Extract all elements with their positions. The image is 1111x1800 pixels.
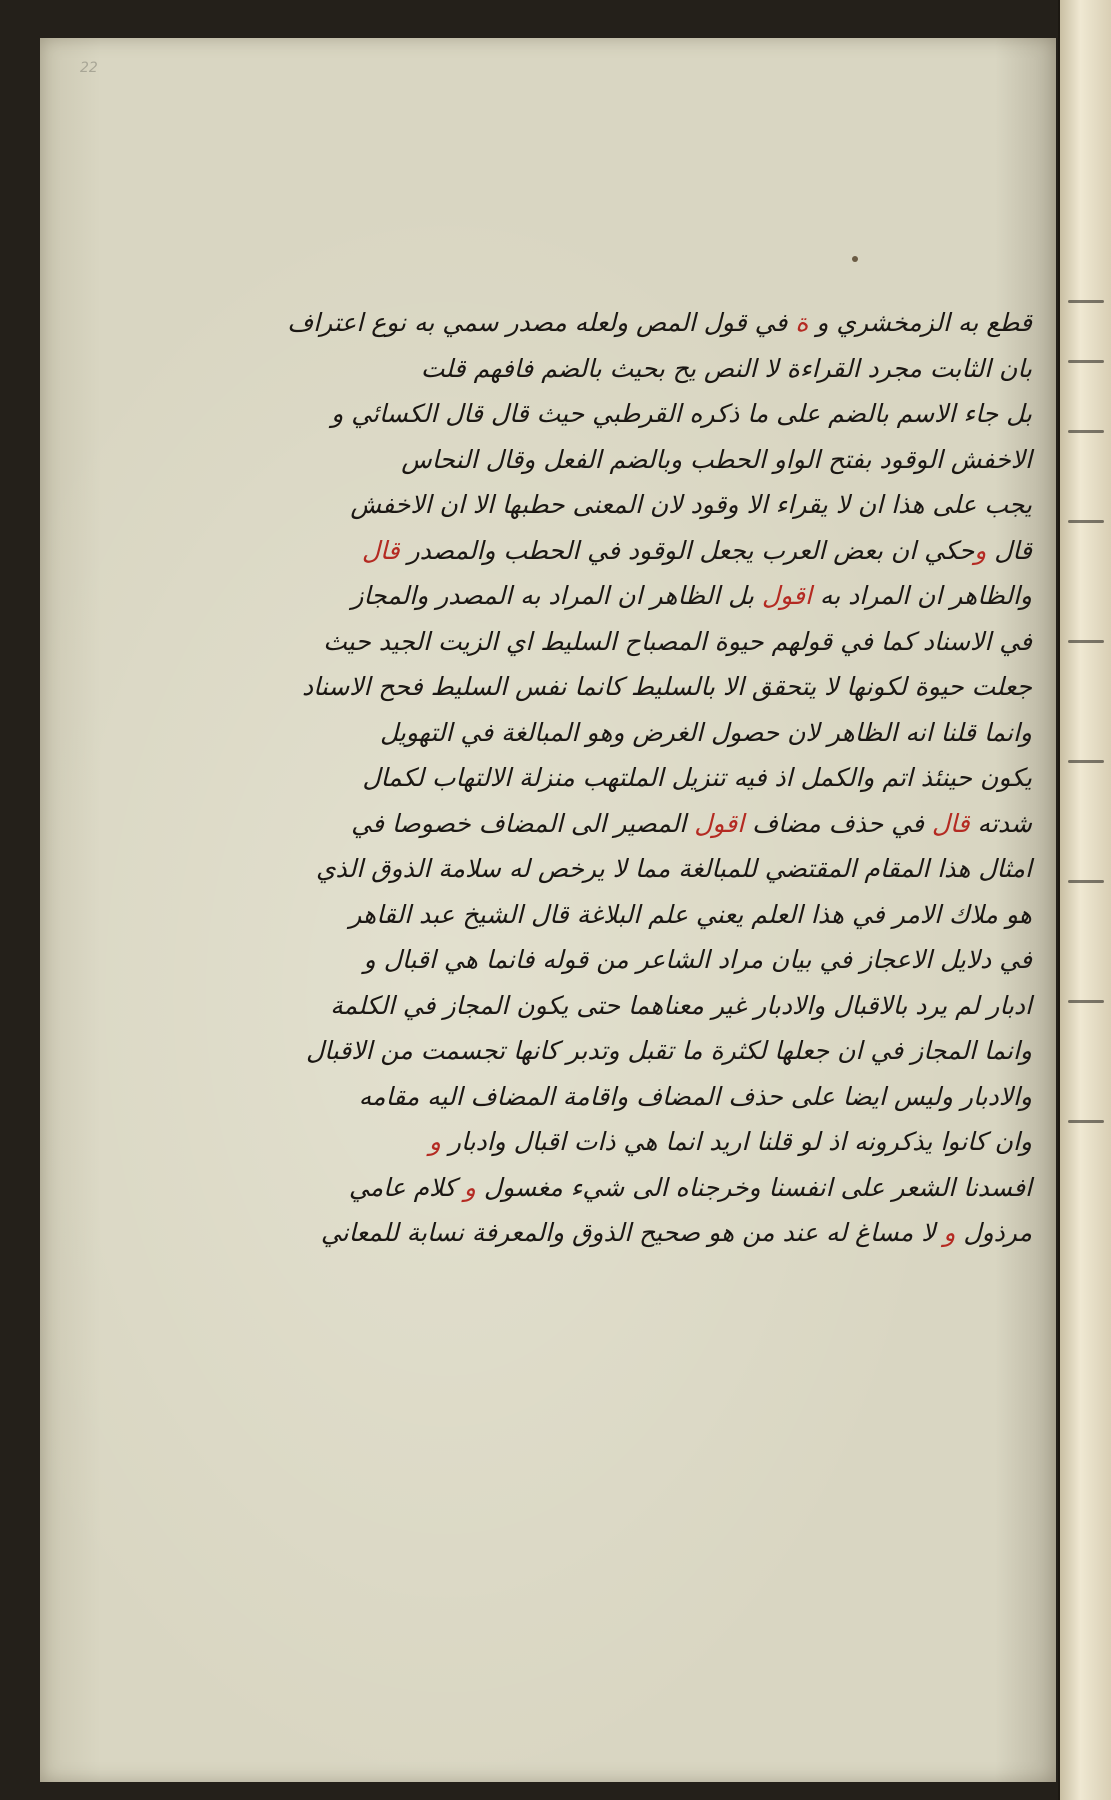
text-line bbox=[362, 755, 1032, 801]
rubric-word: قال bbox=[361, 535, 400, 565]
text-segment: جعلت حيوة لكونها لا يتحقق الا بالسليط كانما نفس السليط فحح الاسناد bbox=[302, 672, 1032, 701]
text-segment: لا مساغ له عند من هو صحيح الذوق والمعرفة نسابة للمعاني bbox=[320, 1218, 944, 1247]
text-segment: يكون حينئذ اتم والكمل اذ فيه تنزيل الملتهب منزلة الالتهاب لكمال bbox=[362, 763, 1032, 792]
text-segment: حكي ان بعض العرب يجعل الوقود في الحطب والمصدر bbox=[399, 535, 975, 565]
text-segment: شدته bbox=[969, 808, 1032, 838]
text-segment: ادبار لم يرد بالاقبال والادبار غير معناهما حتى يكون المجاز في الكلمة bbox=[330, 990, 1032, 1020]
text-segment: هو ملاك الامر في هذا العلم يعني علم البلاغة قال الشيخ عبد القاهر bbox=[349, 899, 1032, 929]
rubric-word: اقول bbox=[761, 581, 812, 610]
rubric-word: و bbox=[943, 1218, 956, 1247]
text-segment: قال bbox=[986, 535, 1032, 565]
text-segment: في الاسناد كما في قولهم حيوة المصباح السليط اي الزيت الجيد حيث bbox=[323, 626, 1032, 656]
text-segment: بل الظاهر ان المراد به المصدر والمجاز bbox=[351, 581, 762, 610]
text-line bbox=[351, 801, 1032, 847]
text-segment: وانما المجاز في ان جعلها لكثرة ما تقبل وتدبر كانها تجسمت من الاقبال bbox=[305, 1036, 1032, 1065]
text-line bbox=[287, 300, 1032, 346]
ink-dot bbox=[852, 256, 858, 262]
text-segment: وان كانوا يذكرونه اذ لو قلنا اريد انما هي ذات اقبال وادبار bbox=[440, 1127, 1032, 1156]
text-segment: في قول المص ولعله مصدر سمي به نوع اعتراف bbox=[287, 308, 796, 337]
text-line bbox=[323, 619, 1032, 665]
text-line bbox=[401, 437, 1032, 483]
text-segment: يجب على هذا ان لا يقراء الا وقود لان المعنى حطبها الا ان الاخفش bbox=[350, 490, 1032, 519]
text-segment: قطع به الزمخشري و bbox=[808, 308, 1032, 337]
rubric-word: و bbox=[463, 1172, 476, 1202]
text-line bbox=[361, 528, 1032, 574]
text-line bbox=[428, 1119, 1032, 1165]
text-line bbox=[363, 937, 1032, 983]
text-line bbox=[315, 846, 1032, 892]
text-segment: بل جاء الاسم بالضم على ما ذكره القرطبي حيث قال قال الكسائي و bbox=[331, 399, 1032, 428]
text-line bbox=[305, 1028, 1032, 1074]
rubric-word: و bbox=[428, 1127, 441, 1156]
text-line bbox=[320, 1210, 1032, 1256]
text-segment: الاخفش الوقود بفتح الواو الحطب وبالضم الفعل وقال النحاس bbox=[401, 444, 1032, 474]
text-line bbox=[420, 346, 1032, 392]
text-line bbox=[302, 664, 1032, 710]
text-segment: افسدنا الشعر على انفسنا وخرجناه الى شيء مغسول bbox=[475, 1172, 1032, 1202]
text-line bbox=[358, 1074, 1032, 1120]
text-line bbox=[330, 983, 1032, 1029]
text-line bbox=[350, 482, 1032, 528]
rubric-word: و bbox=[974, 535, 987, 565]
manuscript-text-block bbox=[287, 300, 1032, 1256]
adjacent-leaf-edge bbox=[1058, 0, 1111, 1800]
folio-number: 22 bbox=[80, 60, 98, 76]
text-line bbox=[349, 892, 1032, 938]
text-line bbox=[348, 1165, 1032, 1211]
text-segment: والظاهر ان المراد به bbox=[811, 581, 1032, 610]
rubric-word: ة bbox=[795, 308, 809, 337]
text-segment: بان الثابت مجرد القراءة لا النص يح بحيث بالضم فافهم قلت bbox=[420, 353, 1032, 383]
rubric-word: اقول bbox=[694, 808, 745, 838]
text-segment: في دلايل الاعجاز في بيان مراد الشاعر من قوله فانما هي اقبال و bbox=[363, 945, 1032, 974]
text-segment: في حذف مضاف bbox=[744, 808, 932, 838]
text-segment: مرذول bbox=[955, 1218, 1032, 1247]
text-segment: امثال هذا المقام المقتضي للمبالغة مما لا يرخص له سلامة الذوق الذي bbox=[315, 854, 1032, 883]
text-line bbox=[331, 391, 1032, 437]
text-segment: وانما قلنا انه الظاهر لان حصول الغرض وهو المبالغة في التهويل bbox=[379, 717, 1032, 747]
text-segment: المصير الى المضاف خصوصا في bbox=[351, 808, 695, 838]
text-line bbox=[379, 710, 1032, 756]
text-line bbox=[351, 573, 1032, 619]
text-segment: والادبار وليس ايضا على حذف المضاف واقامة المضاف اليه مقامه bbox=[358, 1081, 1032, 1111]
text-segment: كلام عامي bbox=[348, 1172, 464, 1202]
rubric-word: قال bbox=[931, 808, 970, 838]
